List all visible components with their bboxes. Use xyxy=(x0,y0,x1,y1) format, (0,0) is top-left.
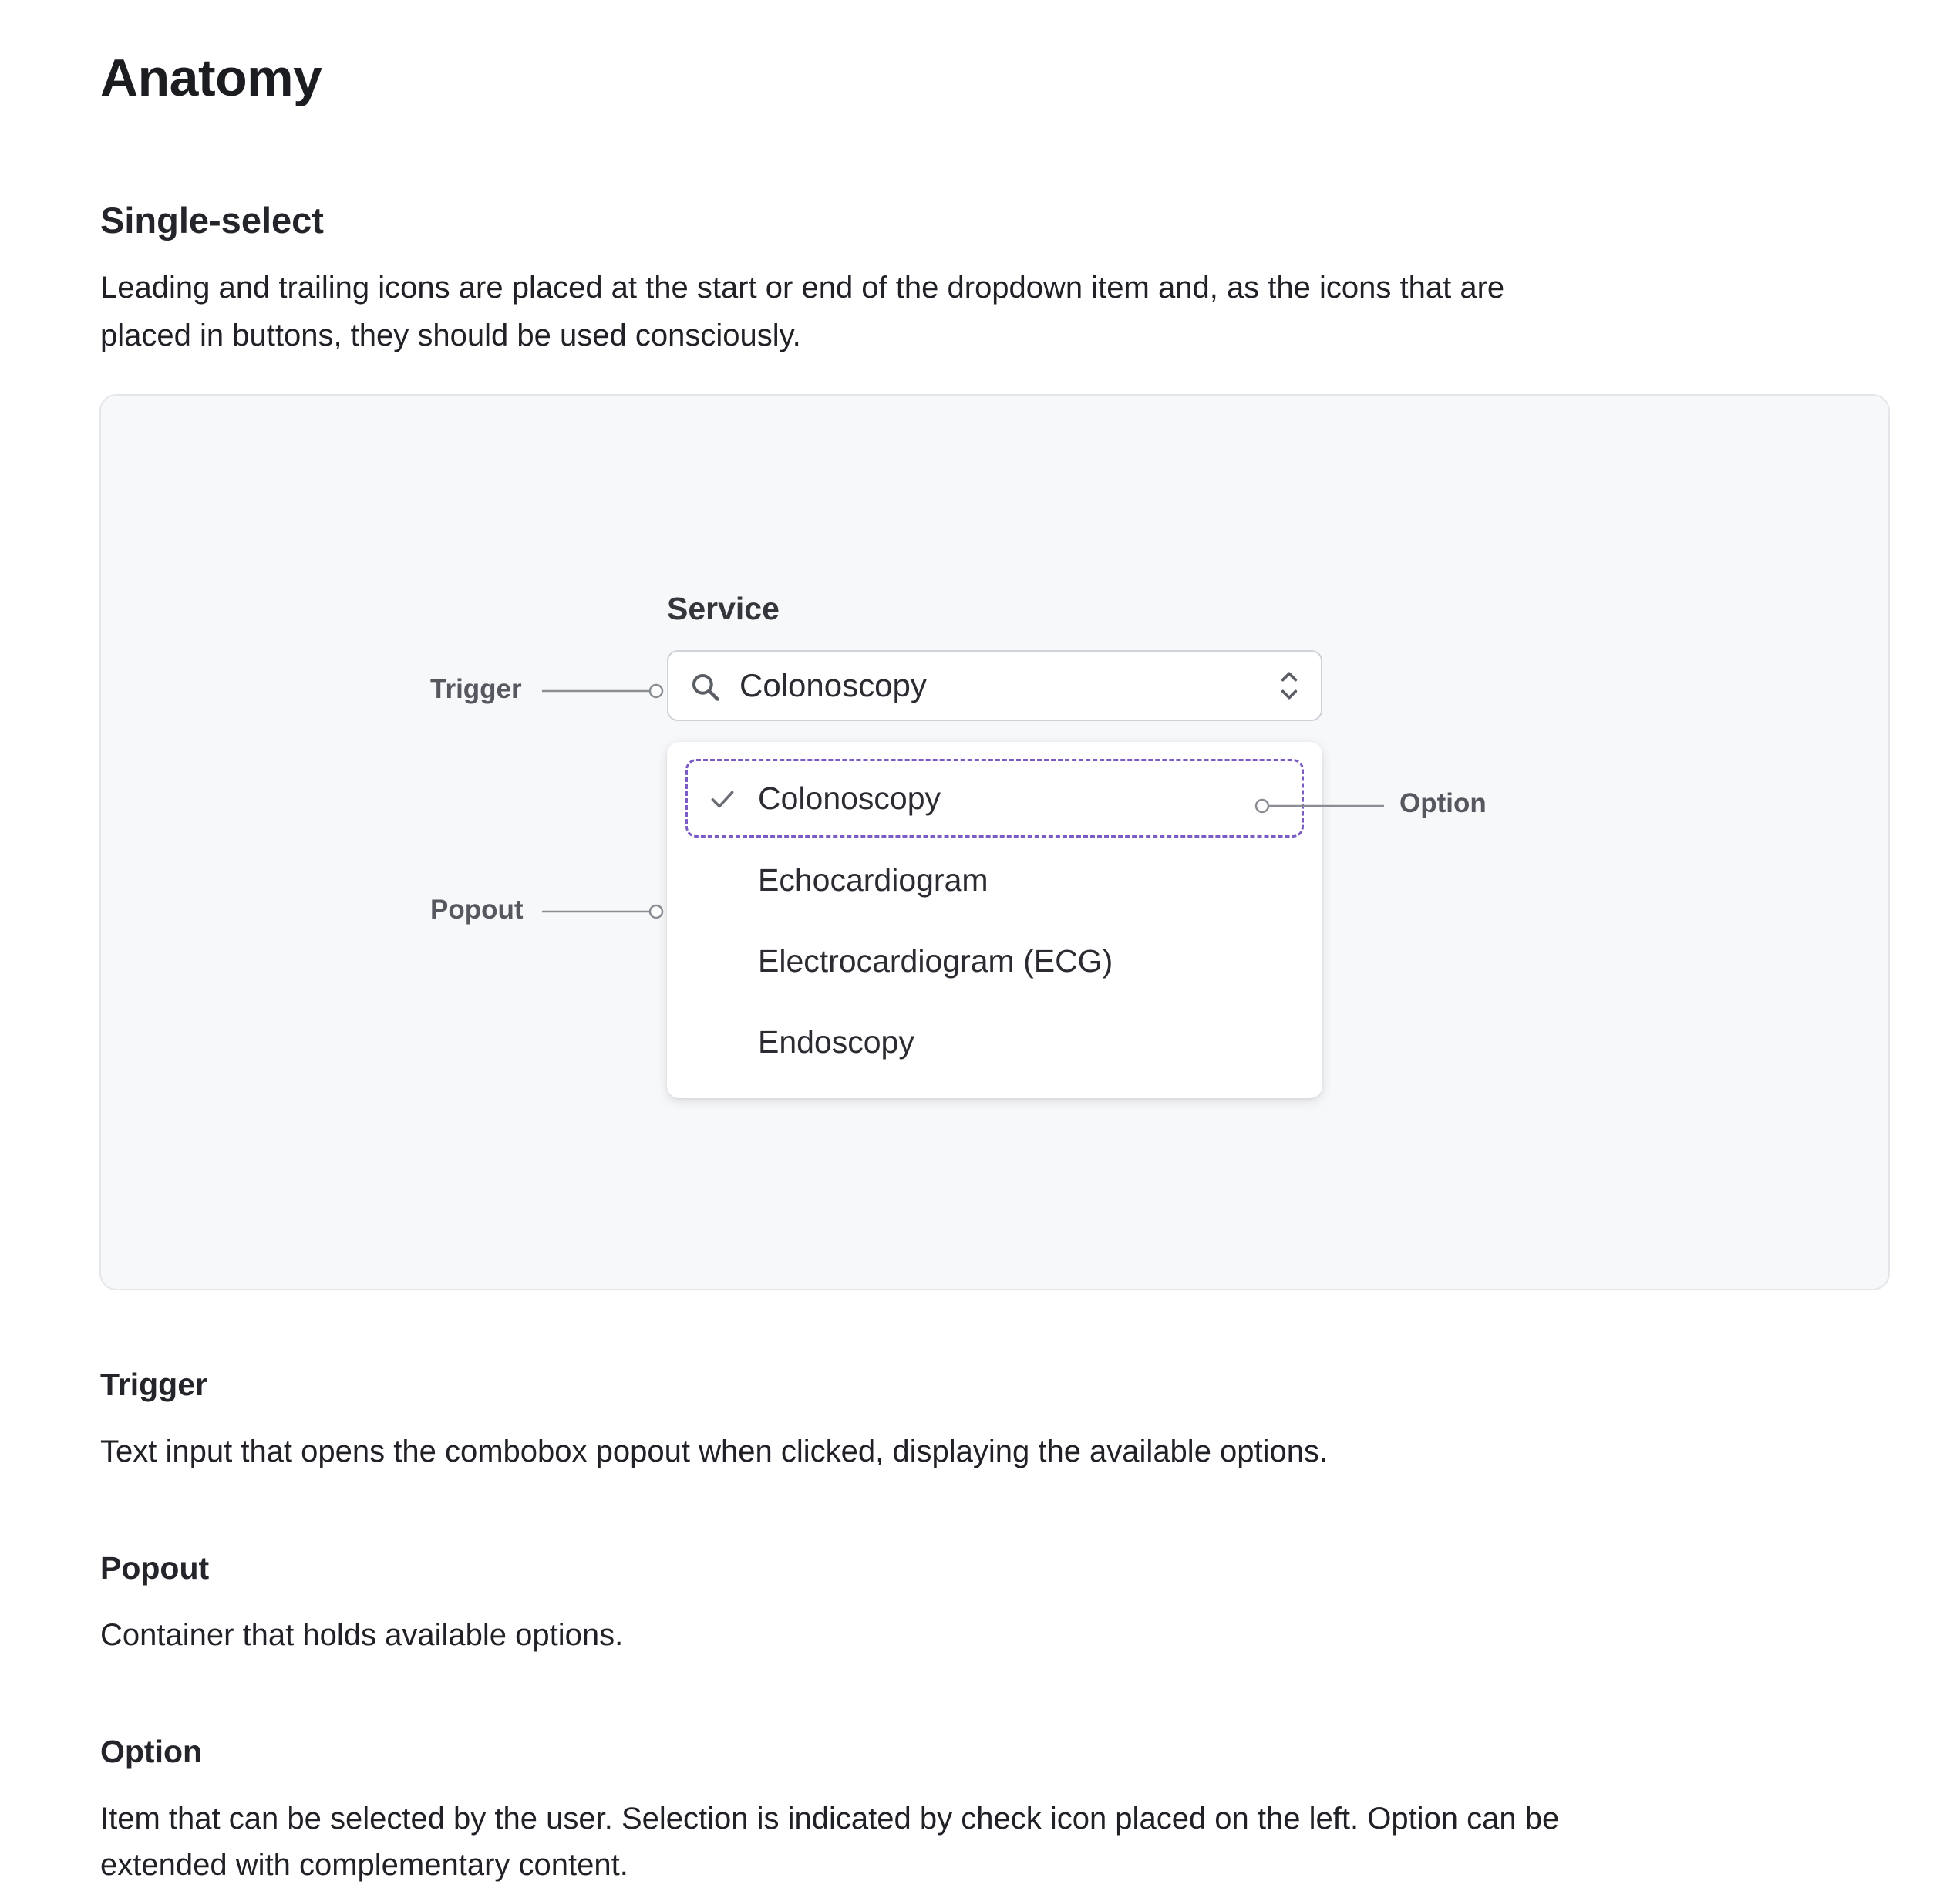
option-label: Echocardiogram xyxy=(758,862,988,898)
section-title: Single-select xyxy=(100,200,324,241)
option-colonoscopy[interactable] xyxy=(685,759,1304,838)
definition-desc-popout: Container that holds available options. xyxy=(100,1618,624,1652)
chevron-up-down-icon[interactable] xyxy=(1278,667,1301,704)
option-endoscopy[interactable] xyxy=(685,1003,1304,1081)
search-icon xyxy=(689,670,722,704)
combobox-popout xyxy=(667,742,1322,1098)
option-label: Colonoscopy xyxy=(758,780,941,816)
combobox-trigger[interactable] xyxy=(667,650,1322,721)
field-label: Service xyxy=(667,591,780,626)
option-label: Electrocardiogram (ECG) xyxy=(758,943,1113,979)
option-electrocardiogram[interactable] xyxy=(685,922,1304,1000)
check-icon xyxy=(708,784,737,814)
callout-label-option: Option xyxy=(1399,788,1487,818)
trigger-value: Colonoscopy xyxy=(739,667,927,703)
definition-desc-option: Item that can be selected by the user. Selection is indicated by check icon placed on the left. Option can be extended with complementary content. xyxy=(100,1802,1560,1882)
section-description: Leading and trailing icons are placed at the start or end of the dropdown item and, as the icons that are placed in buttons, they should be used consciously. xyxy=(100,271,1505,352)
option-label: Endoscopy xyxy=(758,1024,914,1060)
definition-title-popout: Popout xyxy=(100,1550,210,1586)
callout-label-trigger: Trigger xyxy=(430,674,522,704)
option-echocardiogram[interactable] xyxy=(685,841,1304,919)
callout-label-popout: Popout xyxy=(430,895,524,925)
page-title: Anatomy xyxy=(100,49,322,107)
definition-title-option: Option xyxy=(100,1734,203,1769)
definition-title-trigger: Trigger xyxy=(100,1367,207,1402)
definition-desc-trigger: Text input that opens the combobox popout when clicked, displaying the available options. xyxy=(100,1435,1329,1468)
